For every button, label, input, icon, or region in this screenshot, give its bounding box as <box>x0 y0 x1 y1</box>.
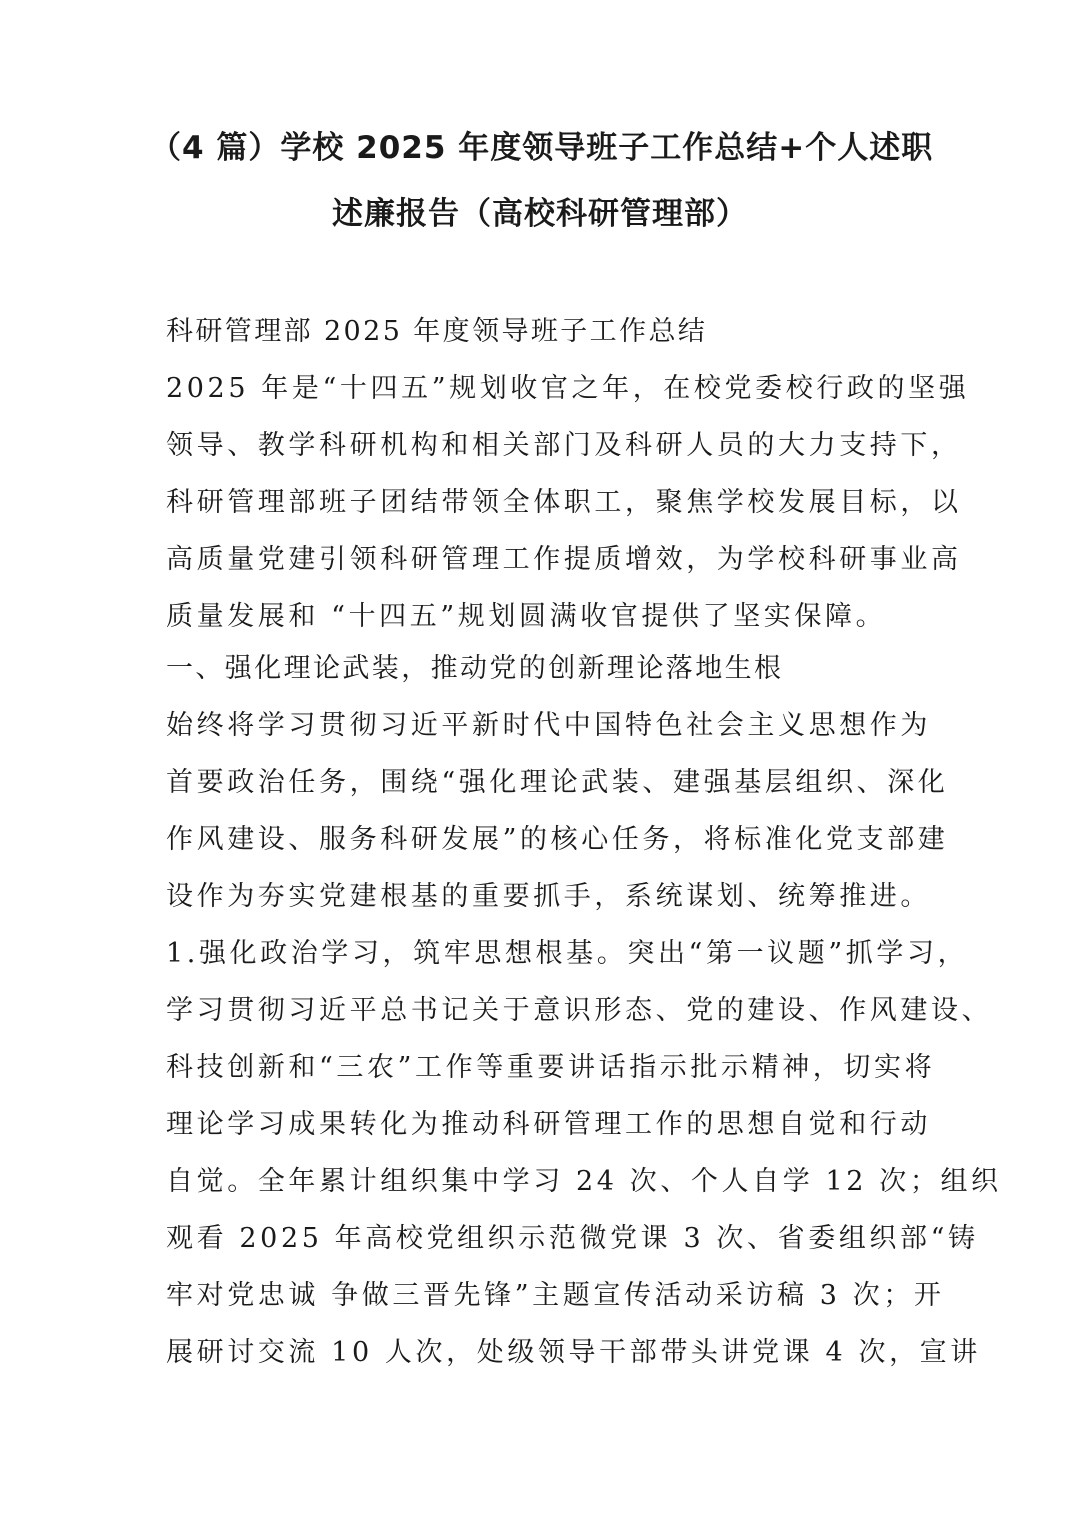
paragraph-line: 学习贯彻习近平总书记关于意识形态、党的建设、作风建设、 <box>166 995 993 1026</box>
paragraph-line: 领导、教学科研机构和相关部门及科研人员的大力支持下， <box>166 430 962 461</box>
paragraph-line: 质量发展和 “十四五”规划圆满收官提供了坚实保障。 <box>166 601 887 632</box>
paragraph-line: 牢对党忠诚 争做三晋先锋”主题宣传活动采访稿 3 次；开 <box>166 1280 945 1311</box>
section-heading: 科研管理部 2025 年度领导班子工作总结 <box>166 316 708 347</box>
paragraph-line: 理论学习成果转化为推动科研管理工作的思想自觉和行动 <box>166 1109 931 1140</box>
paragraph-line: 1.强化政治学习，筑牢思想根基。突出“第一议题”抓学习， <box>166 938 969 969</box>
paragraph-line: 设作为夯实党建根基的重要抓手，系统谋划、统筹推进。 <box>166 881 931 912</box>
section-heading: 一、强化理论武装，推动党的创新理论落地生根 <box>166 653 784 684</box>
paragraph-line: 自觉。全年累计组织集中学习 24 次、个人自学 12 次；组织 <box>166 1166 1002 1197</box>
paragraph-line: 首要政治任务，围绕“强化理论武装、建强基层组织、深化 <box>166 767 949 798</box>
paragraph-line: 作风建设、服务科研发展”的核心任务，将标准化党支部建 <box>166 824 949 855</box>
paragraph-line: 始终将学习贯彻习近平新时代中国特色社会主义思想作为 <box>166 710 931 741</box>
paragraph-line: 科研管理部班子团结带领全体职工，聚焦学校发展目标，以 <box>166 487 962 518</box>
paragraph-line: 高质量党建引领科研管理工作提质增效，为学校科研事业高 <box>166 544 962 575</box>
document-title-line-2: 述廉报告（高校科研管理部） <box>332 196 748 232</box>
document-title-line-1: （4 篇）学校 2025 年度领导班子工作总结+个人述职 <box>150 130 934 166</box>
paragraph-line: 展研讨交流 10 人次，处级领导干部带头讲党课 4 次，宣讲 <box>166 1337 981 1368</box>
paragraph-line: 2025 年是“十四五”规划收官之年，在校党委校行政的坚强 <box>166 373 970 404</box>
paragraph-line: 观看 2025 年高校党组织示范微党课 3 次、省委组织部“铸 <box>166 1223 979 1254</box>
paragraph-line: 科技创新和“三农”工作等重要讲话指示批示精神，切实将 <box>166 1052 936 1083</box>
